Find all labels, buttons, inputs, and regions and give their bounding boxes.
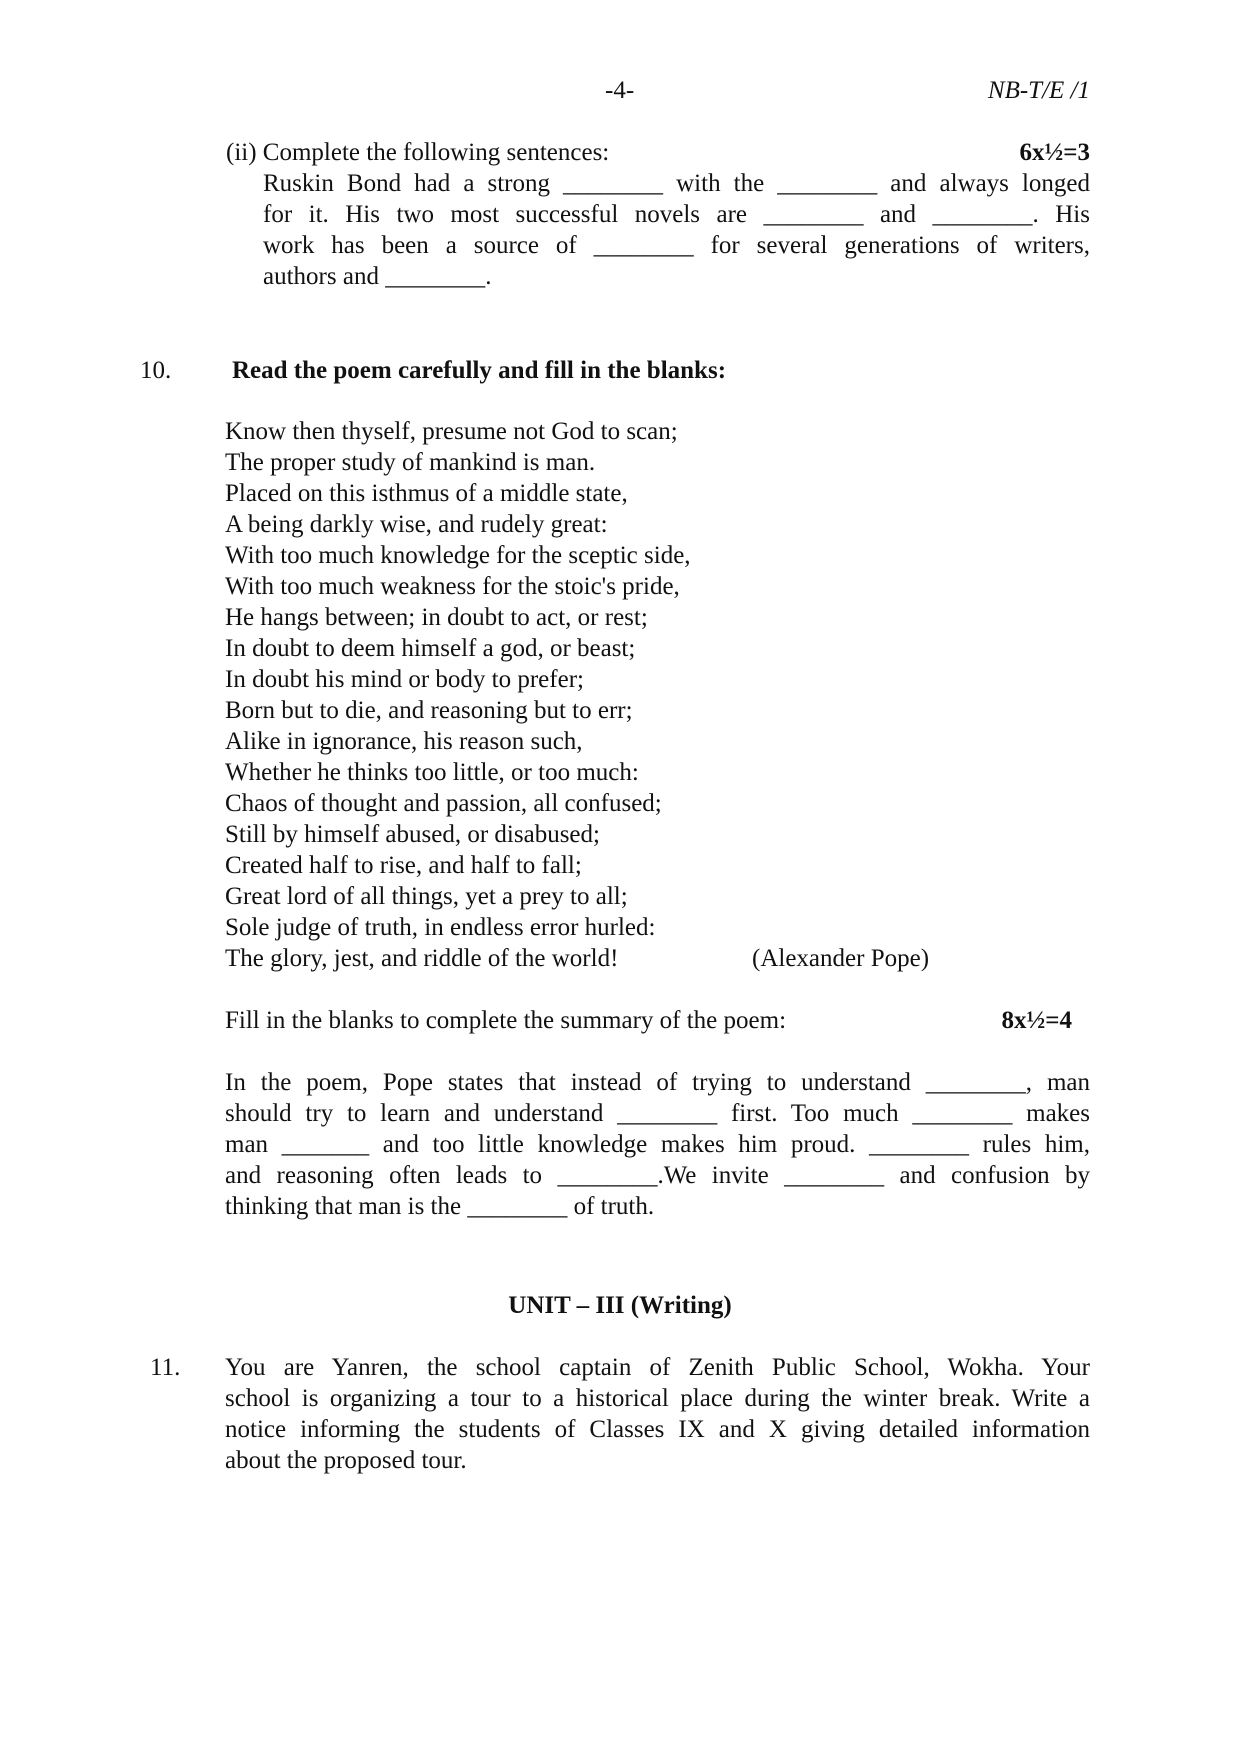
poem-line: He hangs between; in doubt to act, or rest; (225, 604, 648, 631)
summary-line: In the poem, Pope states that instead of trying to understand ________, man (225, 1069, 1090, 1096)
summary-marks: 8x½=4 (1001, 1007, 1072, 1034)
q11-line: school is organizing a tour to a historical place during the winter break. Write a (225, 1385, 1090, 1412)
poem-line: The glory, jest, and riddle of the world! (225, 945, 619, 972)
paper-code: NB-T/E /1 (987, 77, 1090, 104)
poem-line: Whether he thinks too little, or too much: (225, 759, 639, 786)
poem-line: With too much weakness for the stoic's pride, (225, 573, 680, 600)
poem-line: Alike in ignorance, his reason such, (225, 728, 583, 755)
poem-line: Sole judge of truth, in endless error hurled: (225, 914, 656, 941)
q9-sentence-line: Ruskin Bond had a strong ________ with the ________ and always longed (263, 170, 1090, 197)
q9-part-ii-label: (ii) Complete the following sentences: (226, 139, 610, 166)
summary-line: thinking that man is the ________ of truth. (225, 1193, 655, 1220)
poem-line: Placed on this isthmus of a middle state, (225, 480, 628, 507)
summary-instruction: Fill in the blanks to complete the summary of the poem: (225, 1007, 787, 1034)
poem (225, 416, 785, 974)
unit-heading: UNIT – III (Writing) (508, 1292, 732, 1319)
q9-part-ii-marks: 6x½=3 (1019, 139, 1090, 166)
poem-line: Born but to die, and reasoning but to err; (225, 697, 633, 724)
poem-line: Chaos of thought and passion, all confused; (225, 790, 662, 817)
poem-line: In doubt to deem himself a god, or beast; (225, 635, 636, 662)
q9-sentence-line: authors and ________. (263, 263, 492, 290)
page-number: -4- (605, 77, 635, 104)
q11-number: 11. (150, 1354, 181, 1381)
summary-line: should try to learn and understand ________ first. Too much ________ makes (225, 1100, 1090, 1127)
poem-line: A being darkly wise, and rudely great: (225, 511, 608, 538)
q9-sentence-line: for it. His two most successful novels are ________ and ________. His (263, 201, 1090, 228)
q11-line: about the proposed tour. (225, 1447, 467, 1474)
poem-line: In doubt his mind or body to prefer; (225, 666, 584, 693)
q11-line: notice informing the students of Classes IX and X giving detailed information (225, 1416, 1090, 1443)
q9-sentence-line: work has been a source of ________ for several generations of writers, (263, 232, 1090, 259)
poem-line: The proper study of mankind is man. (225, 449, 596, 476)
q10-instruction: Read the poem carefully and fill in the blanks: (232, 357, 727, 384)
poem-line: Great lord of all things, yet a prey to all; (225, 883, 628, 910)
poem-line: Still by himself abused, or disabused; (225, 821, 600, 848)
poem-line: Know then thyself, presume not God to scan; (225, 418, 678, 445)
poem-line: Created half to rise, and half to fall; (225, 852, 582, 879)
summary-line: and reasoning often leads to ________.We invite ________ and confusion by (225, 1162, 1090, 1189)
poem-author: (Alexander Pope) (752, 945, 930, 972)
summary-line: man _______ and too little knowledge makes him proud. ________ rules him, (225, 1131, 1090, 1158)
q11-line: You are Yanren, the school captain of Zenith Public School, Wokha. Your (225, 1354, 1090, 1381)
poem-line: With too much knowledge for the sceptic side, (225, 542, 691, 569)
q10-number: 10. (140, 357, 172, 384)
